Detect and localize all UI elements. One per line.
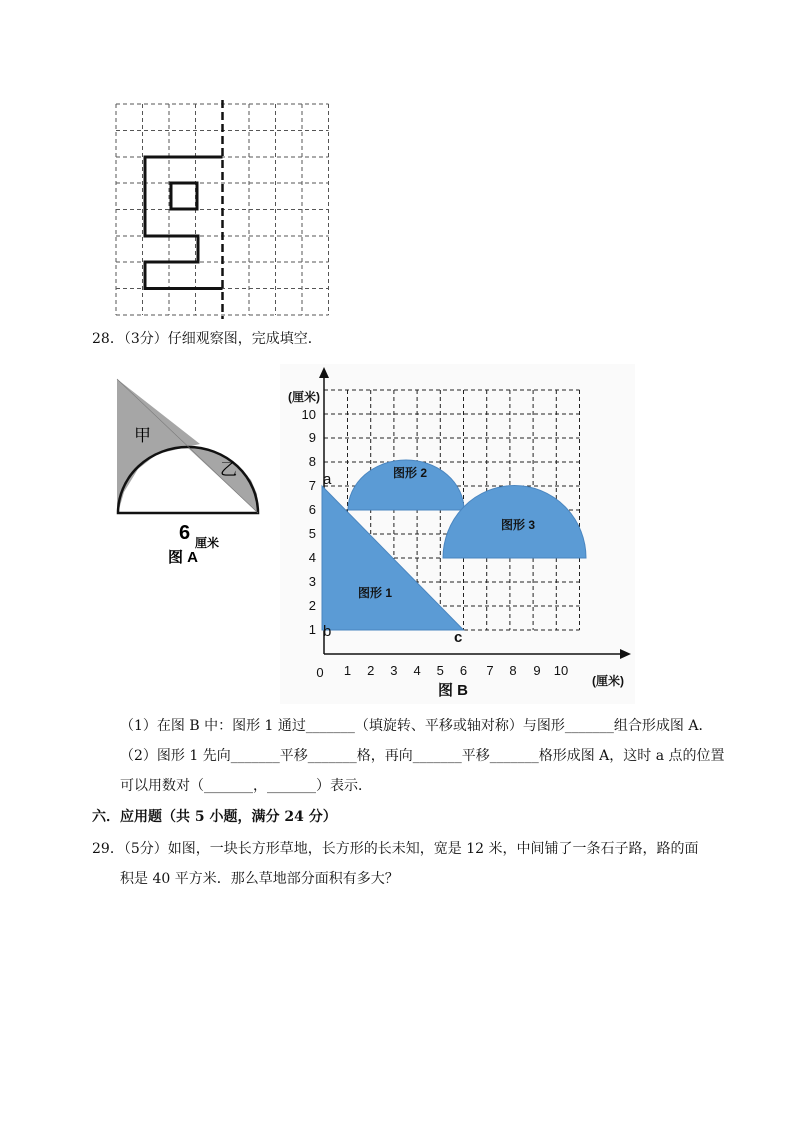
x-tick: 10 <box>553 663 569 678</box>
y-tick: 9 <box>308 430 316 445</box>
q28-score: （3分） <box>123 331 168 347</box>
y-tick: 7 <box>308 478 316 493</box>
figure-a <box>112 374 272 570</box>
y-tick: 5 <box>308 526 316 541</box>
section-6-heading: 六．应用题（共 5 小题，满分 24 分） <box>92 809 337 825</box>
half-shape-outline <box>145 157 223 289</box>
shape-1-label: 图形 1 <box>358 586 393 600</box>
dimension-unit: 厘米 <box>195 536 220 550</box>
y-tick: 1 <box>308 622 316 637</box>
q28-sub2-continuation: 可以用数对（_______，_______）表示． <box>120 778 372 794</box>
x-tick: 6 <box>459 663 468 678</box>
x-tick: 7 <box>486 663 494 678</box>
q29-text-1: 如图，一块长方形草地，长方形的长未知，宽是 12 米，中间铺了一条石子路，路的面 <box>167 841 699 857</box>
point-c-label: c <box>454 629 463 646</box>
q29-number: 29． <box>92 841 124 857</box>
origin-label: 0 <box>316 665 324 680</box>
x-axis-unit: (厘米) <box>592 674 624 688</box>
x-tick: 3 <box>390 663 398 678</box>
label-yi: 乙 <box>220 460 237 479</box>
q28-stem <box>92 329 322 349</box>
figure-a-caption: 图 A <box>168 549 199 566</box>
x-tick: 4 <box>413 663 421 678</box>
q29-line2: 积是 40 平方米．那么草地部分面积有多大？ <box>120 871 399 887</box>
symmetry-grid-figure <box>112 100 337 320</box>
q29-line1 <box>92 839 698 859</box>
q29-score: （5分） <box>123 841 168 857</box>
q28-sub2: （2）图形 1 先向_______平移_______格，再向_______平移_______格形成图 A，这时 a 点的位置 <box>120 748 725 764</box>
x-tick: 2 <box>367 663 375 678</box>
x-tick: 5 <box>436 663 444 678</box>
q28-number: 28． <box>92 331 124 347</box>
point-a-label: a <box>323 471 332 488</box>
y-tick: 3 <box>308 574 316 589</box>
label-jia: 甲 <box>134 426 151 445</box>
y-tick: 8 <box>308 454 316 469</box>
x-tick: 1 <box>343 663 352 678</box>
x-tick: 9 <box>533 663 541 678</box>
dimension-value: 6 <box>179 522 191 544</box>
shape-2-label: 图形 2 <box>393 466 428 480</box>
q28-prompt: 仔细观察图，完成填空． <box>167 331 322 347</box>
figure-b-coordinate-grid <box>280 364 635 704</box>
figure-b-caption: 图 B <box>438 682 469 699</box>
x-tick: 8 <box>509 663 517 678</box>
y-tick: 10 <box>301 407 316 422</box>
point-b-label: b <box>323 623 332 640</box>
y-tick: 4 <box>308 550 316 565</box>
y-tick: 2 <box>308 598 316 613</box>
shape-3-label: 图形 3 <box>501 518 536 532</box>
y-axis-unit: (厘米) <box>288 390 320 404</box>
y-tick: 6 <box>308 502 316 517</box>
q28-sub1: （1）在图 B 中：图形 1 通过_______（填旋转、平移或轴对称）与图形_______组合形成图 A． <box>120 718 713 734</box>
